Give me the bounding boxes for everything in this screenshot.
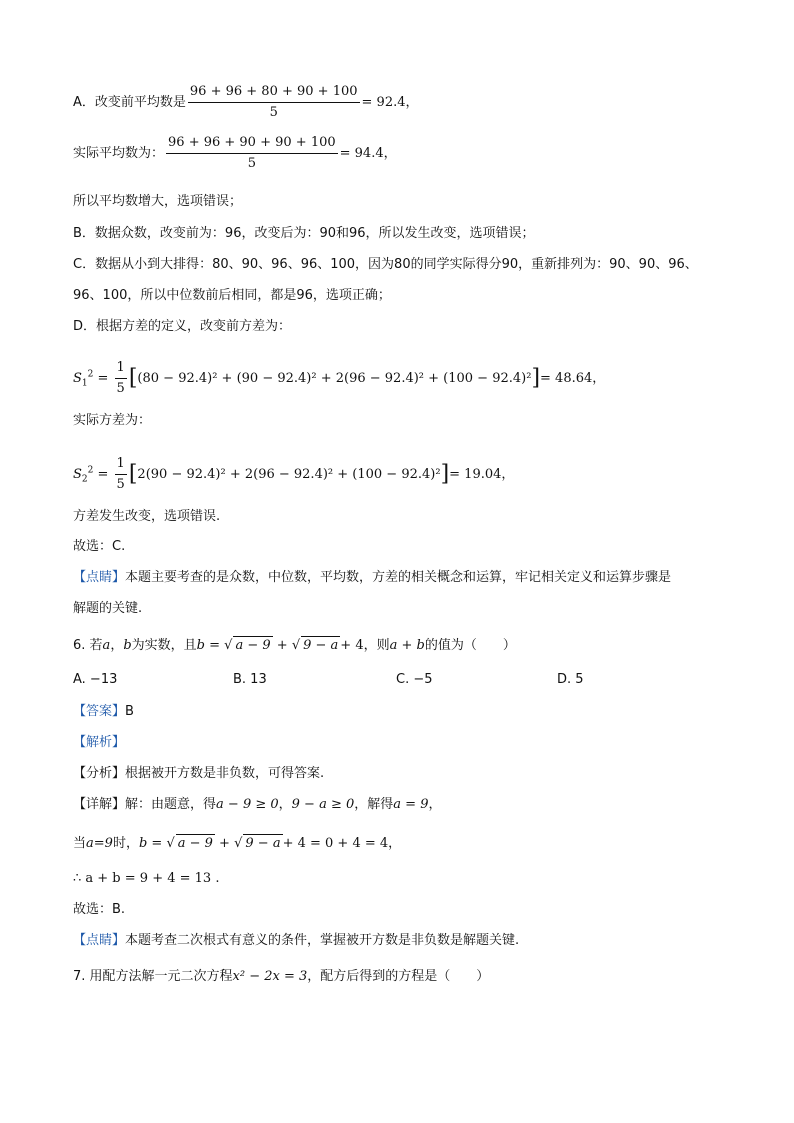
mean-before-fraction: [188, 84, 360, 121]
comment-text: 本题主要考查的是众数，中位数，平均数，方差的相关概念和运算，牢记相关定义和运算步骤是: [125, 570, 672, 585]
equation-lhs: b =: [196, 638, 225, 653]
fraction-numerator: 1: [115, 360, 127, 379]
comment-line-1: [73, 569, 671, 587]
fraction-numerator: 96 + 96 + 90 + 90 + 100: [166, 135, 338, 154]
xiangjie-line: [73, 796, 441, 814]
comment-tag: 【点睛】: [73, 570, 126, 585]
actual-mean-line: [73, 135, 397, 172]
condition-2: 9 − a ≥ 0: [291, 797, 355, 812]
choose-b-line: 故选：B.: [73, 902, 126, 917]
separator: ，: [278, 797, 292, 812]
option-c-line: C．数据从小到大排得：80、90、96、96、100，因为80的同学实际得分90，重新排列为：90、90、96、: [73, 257, 698, 272]
variance-before-body: (80 − 92.4)² + (90 − 92.4)² + 2(96 − 92.4)² + (100 − 92.4)²: [137, 371, 532, 386]
when-text: 时，: [112, 836, 139, 851]
actual-mean-result: = 94.4，: [339, 146, 397, 161]
when-text: 当: [73, 836, 87, 851]
equation-lhs: b =: [138, 836, 167, 851]
solution: a = 9: [393, 797, 429, 812]
question-6: 6. 若a，b为实数，且b = √ a − 9 + √ 9 − a + 4，则a + b的值为（ ）: [73, 638, 516, 653]
radicand-1: a − 9: [235, 638, 271, 653]
question-text: 的值为（ ）: [424, 638, 516, 653]
therefore-line: ∴ a + b = 9 + 4 = 13 .: [73, 871, 220, 886]
option-a: A. −13: [73, 672, 118, 687]
radicand-2: 9 − a: [303, 638, 339, 653]
radicand-2: 9 − a: [245, 836, 281, 851]
one-fifth-fraction: [115, 360, 127, 397]
equation: x² − 2x = 3: [232, 969, 308, 984]
answer-line: [73, 703, 134, 721]
separator: ，: [388, 836, 402, 851]
question-text: ，配方后得到的方程是（ ）: [307, 969, 490, 984]
variance-actual-formula: $S_2^2$ = $\frac{1}{5}$ [2(90 − 92.4)² + 2(96 − 92.4)² + (100 − 92.4)²]= 19.04，: [73, 456, 515, 492]
actual-mean-fraction: [166, 135, 338, 172]
option-b: B. 13: [233, 672, 267, 687]
option-d-line: D．根据方差的定义，改变前方差为：: [73, 319, 292, 334]
variance-symbol: S: [73, 467, 82, 482]
option-c-line-2: 96、100，所以中位数前后相同，都是96，选项正确；: [73, 288, 391, 303]
separator: ，: [428, 797, 442, 812]
question-text: ，则: [363, 638, 390, 653]
analysis-tag: 【解析】: [73, 735, 126, 750]
variance-superscript: 2: [87, 465, 94, 476]
fenxi-line: [73, 765, 324, 783]
fraction-denominator: 5: [116, 381, 125, 396]
comment-text: 本题考查二次根式有意义的条件，掌握被开方数是非负数是解题关键.: [125, 933, 520, 948]
one-fifth-fraction: [115, 456, 127, 493]
text-line: 方差发生改变，选项错误.: [73, 509, 221, 524]
comment-line-1-cont: 解题的关键.: [73, 601, 143, 616]
option-a-label: A．改变前平均数是: [73, 95, 186, 110]
fraction-numerator: 96 + 96 + 80 + 90 + 100: [188, 84, 360, 103]
fraction-denominator: 5: [116, 477, 125, 492]
option-c: C. −5: [396, 672, 433, 687]
question-text: 为实数，且: [131, 638, 197, 653]
analysis-line: [73, 734, 125, 752]
equation-tail: + 4: [340, 638, 364, 653]
comment-line-2: [73, 932, 519, 950]
choose-c-line: 故选：C.: [73, 539, 126, 554]
radicand-1: a − 9: [177, 836, 213, 851]
xiangjie-text: 解：由题意，得: [125, 797, 217, 812]
actual-variance-label: 实际方差为：: [73, 413, 152, 428]
when-line: 当a=9时，b = √ a − 9 + √ 9 − a + 4 = 0 + 4 = 4，: [73, 836, 402, 851]
question-text: 7. 用配方法解一元二次方程: [73, 969, 233, 984]
separator: ，: [110, 638, 124, 653]
mean-before-result: = 92.4，: [361, 95, 419, 110]
variance-actual-body: 2(90 − 92.4)² + 2(96 − 92.4)² + (100 − 92.4)²: [137, 467, 441, 482]
variance-before-result: = 48.64，: [540, 371, 606, 386]
comment-tag: 【点睛】: [73, 933, 126, 948]
actual-mean-label: 实际平均数为：: [73, 146, 165, 161]
equation-tail: + 4 = 0 + 4 = 4: [282, 836, 389, 851]
fenxi-text: 根据被开方数是非负数，可得答案.: [125, 766, 325, 781]
variance-symbol: S: [73, 371, 82, 386]
xiangjie-text: ，解得: [354, 797, 394, 812]
fraction-denominator: 5: [269, 105, 278, 120]
option-d: D. 5: [557, 672, 584, 687]
variance-subscript: 1: [81, 378, 88, 389]
xiangjie-tag: 【详解】: [73, 797, 126, 812]
fenxi-tag: 【分析】: [73, 766, 126, 781]
answer-tag: 【答案】: [73, 704, 126, 719]
variance-actual-result: = 19.04，: [449, 467, 515, 482]
option-b-line: B．数据众数，改变前为：96，改变后为：90和96，所以发生改变，选项错误；: [73, 226, 535, 241]
fraction-numerator: 1: [115, 456, 127, 475]
question-number: 6. 若: [73, 638, 103, 653]
variance-superscript: 2: [87, 369, 94, 380]
sum-expression: a + b: [389, 638, 425, 653]
condition-1: a − 9 ≥ 0: [216, 797, 279, 812]
fraction-denominator: 5: [247, 156, 256, 171]
text-line: 所以平均数增大，选项错误；: [73, 194, 243, 209]
when-condition: a=9: [86, 836, 113, 851]
answer-value: B: [125, 704, 134, 719]
question-7: [73, 968, 489, 986]
variance-before-formula: $S_1^2$ = $\frac{1}{5}$ [(80 − 92.4)² + (90 − 92.4)² + 2(96 − 92.4)² + (100 − 92.4)²]= 48.64，: [73, 360, 606, 396]
option-a-mean-line: [73, 84, 419, 121]
variance-subscript: 2: [81, 474, 88, 485]
var-a: a: [102, 638, 111, 653]
var-b: b: [123, 638, 132, 653]
